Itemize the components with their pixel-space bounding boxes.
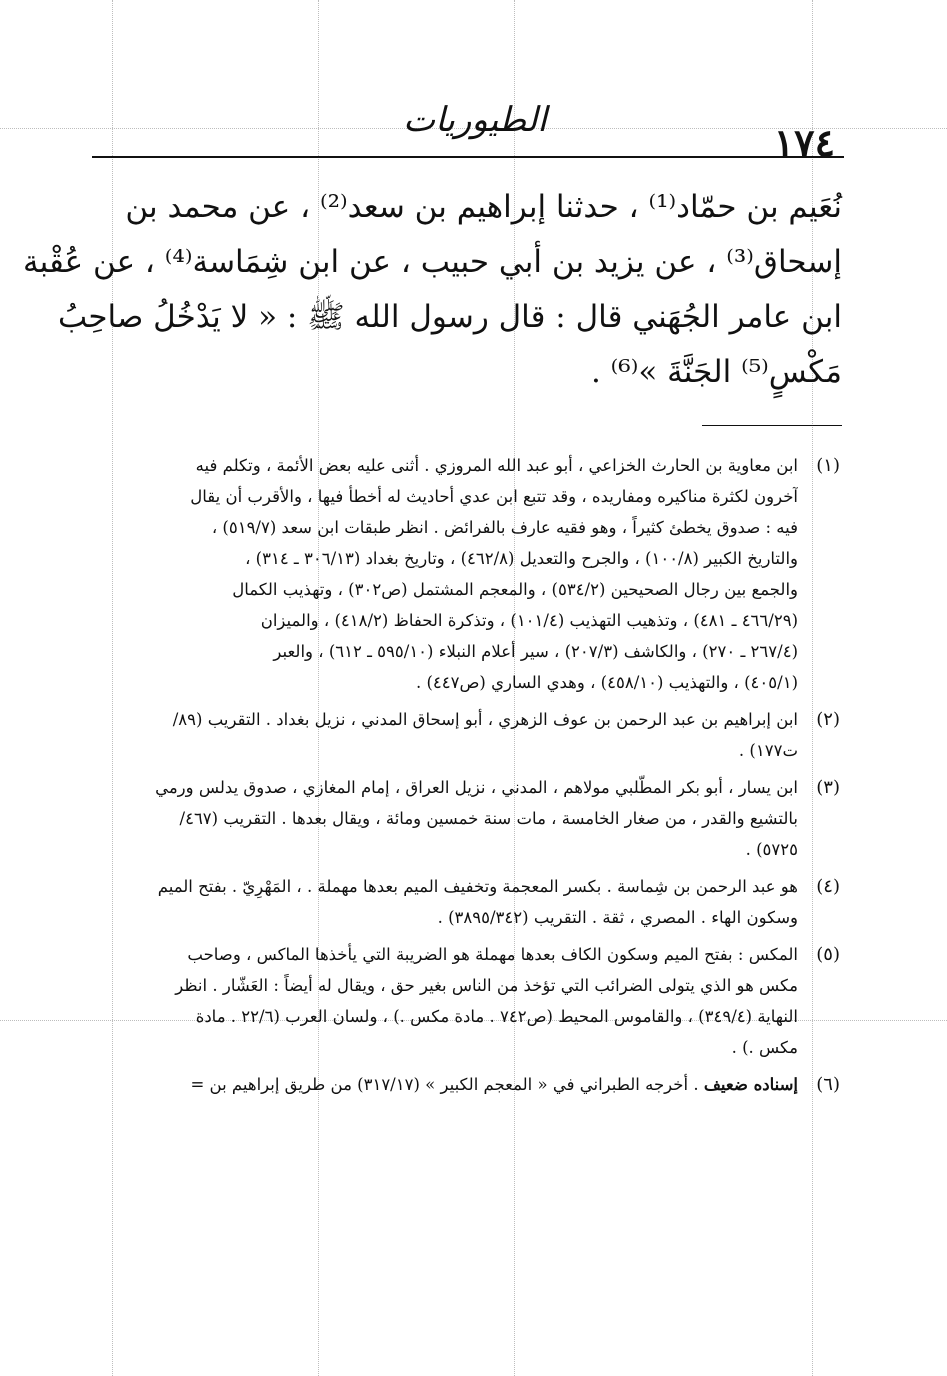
footnote-line: آخرون لكثرة مناكيره ومفاريده ، وقد تتبع ابن عدي أحاديث له أخطأ فيها ، والأقرب أن يقال — [190, 487, 798, 506]
footnote-1 — [88, 450, 840, 698]
footnote-lead: إسناده ضعيف — [703, 1075, 798, 1094]
footnote-text: . أخرجه الطبراني في « المعجم الكبير » (٣١٧/١٧) من طريق إبراهيم بن = — [190, 1075, 704, 1094]
footnote-line: مكس .) . — [731, 1038, 798, 1057]
footnote-4 — [88, 871, 840, 933]
footnote-line: (٢٦٧/٤ ـ ٢٧٠) ، والكاشف (٢٠٧/٣) ، سير أعلام النبلاء (٥٩٥/١٠ ـ ٦١٢) ، والعبر — [273, 642, 798, 661]
footnotes — [88, 450, 840, 1106]
header-rule — [92, 156, 844, 158]
footnote-number: (٦) — [816, 1074, 840, 1095]
footnote-number: (٥) — [816, 944, 840, 965]
footnote-line: النهاية (٣٤٩/٤) ، والقاموس المحيط (ص٧٤٢ . مادة مكس .) ، ولسان العرب (٢٢/٦ . مادة — [195, 1007, 798, 1026]
footnote-line: والتاريخ الكبير (١٠٠/٨) ، والجرح والتعديل (٤٦٢/٨) ، وتاريخ بغداد (٣٠٦/١٣ ـ ٣١٤) ، — [245, 549, 798, 568]
running-title: الطيوريات — [403, 100, 547, 140]
footnote-number: (٤) — [816, 876, 840, 897]
footnote-line: (٤٠٥/١) ، والتهذيب (٤٥٨/١٠) ، وهدي الساري (ص٤٤٧) . — [415, 673, 798, 692]
footnote-2 — [88, 704, 840, 766]
footnote-line: ابن يسار ، أبو بكر المطّلبي مولاهم ، المدني ، نزيل العراق ، إمام المغازي ، صدوق يدلس ورمي — [155, 778, 798, 797]
hadith-text — [22, 180, 842, 400]
footnote-number: (٣) — [816, 777, 840, 798]
footnote-line: فيه : صدوق يخطئ كثيراً ، وهو فقيه عارف بالفرائض . انظر طبقات ابن سعد (٥١٩/٧) ، — [211, 518, 798, 537]
footnote-line: ت١٧٧) . — [738, 741, 798, 760]
footnote-line: (٤٦٦/٢٩ ـ ٤٨١) ، وتذهيب التهذيب (١٠١/٤) ، وتذكرة الحفاظ (٤١٨/٢) ، والميزان — [260, 611, 798, 630]
footnote-separator — [702, 425, 842, 426]
footnote-line: المكس : بفتح الميم وسكون الكاف بعدها مهملة هو الضريبة التي يأخذها الماكس ، وصاحب — [187, 945, 798, 964]
text-line: إسحاق⁽³⁾ ، عن يزيد بن أبي حبيب ، عن ابن شِمَاسة⁽⁴⁾ ، عن عُقْبة — [22, 244, 842, 280]
footnote-line: ٥٧٢٥) . — [745, 840, 798, 859]
footnote-line: بالتشيع والقدر ، من صغار الخامسة ، مات سنة خمسين ومائة ، ويقال بعدها . التقريب (٤٦٧/ — [179, 809, 798, 828]
text-line: مَكْسٍ⁽⁵⁾ الجَنَّةَ »⁽⁶⁾ . — [590, 354, 842, 390]
text-line: نُعَيم بن حمّاد⁽¹⁾ ، حدثنا إبراهيم بن سعد⁽²⁾ ، عن محمد بن — [125, 189, 842, 225]
footnote-line: مكس هو الذي يتولى الضرائب التي تؤخذ من الناس بغير حق ، ويقال له أيضاً : العَشّار . انظر — [175, 976, 798, 995]
footnote-6 — [88, 1069, 840, 1100]
footnote-3 — [88, 772, 840, 865]
footnote-number: (٢) — [816, 709, 840, 730]
footnote-number: (١) — [816, 455, 840, 476]
footnote-line: ابن إبراهيم بن عبد الرحمن بن عوف الزهري ، أبو إسحاق المدني ، نزيل بغداد . التقريب (٨٩/ — [172, 710, 798, 729]
footnote-line: والجمع بين رجال الصحيحين (٥٣٤/٢) ، والمعجم المشتمل (ص٣٠٢) ، وتهذيب الكمال — [232, 580, 798, 599]
footnote-line: وسكون الهاء . المصري ، ثقة . التقريب (٣٨٩٥/٣٤٢) . — [437, 908, 798, 927]
footnote-line: ابن معاوية بن الحارث الخزاعي ، أبو عبد الله المروزي . أثنى عليه بعض الأئمة ، وتكلم فيه — [195, 456, 798, 475]
page-number: ١٧٤ — [773, 120, 835, 165]
footnote-line: هو عبد الرحمن بن شِماسة . بكسر المعجمة وتخفيف الميم بعدها مهملة . ، المَهْرِيّ . بفتح الميم — [157, 877, 798, 896]
text-line: ابن عامر الجُهَني قال : قال رسول الله ﷺ : « لا يَدْخُلُ صاحِبُ — [57, 299, 842, 335]
footnote-5 — [88, 939, 840, 1063]
footnote-line — [88, 1069, 798, 1100]
